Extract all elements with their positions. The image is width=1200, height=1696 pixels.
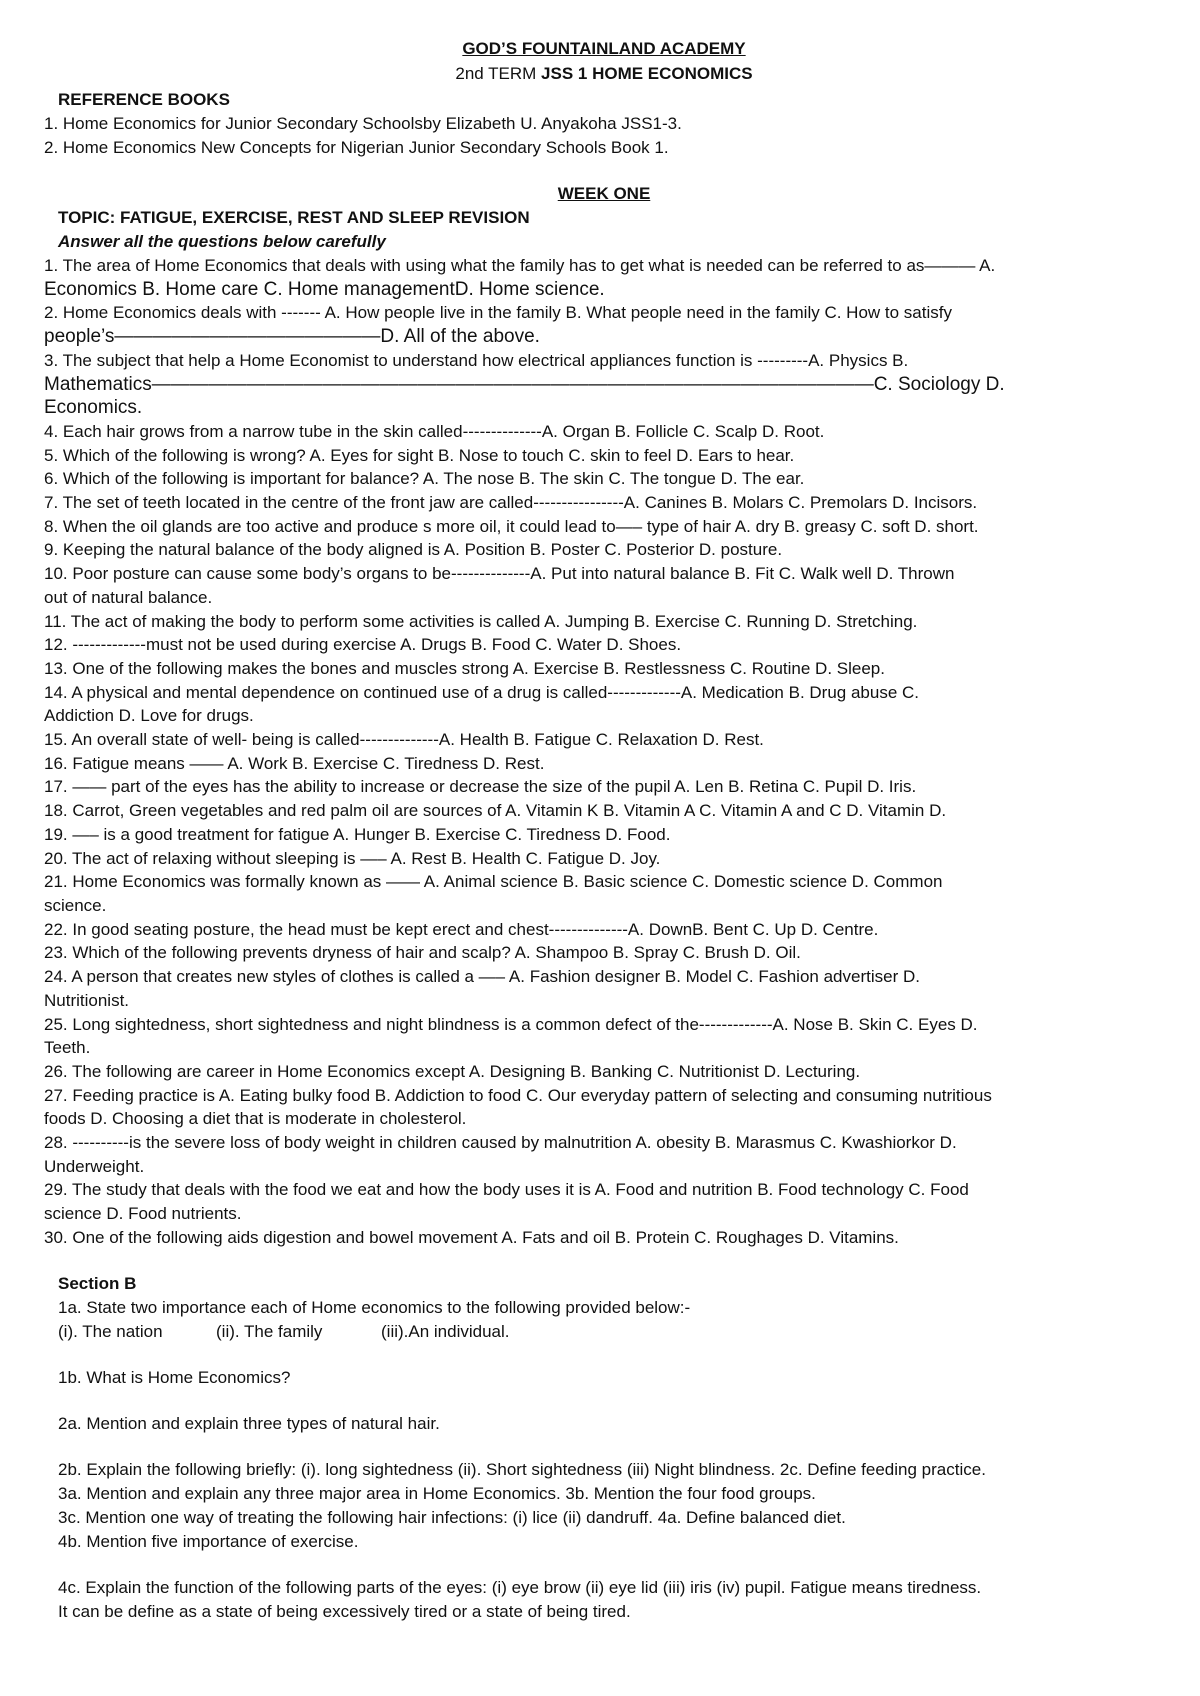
section-b-options xyxy=(58,1320,1164,1344)
question-line: Economics B. Home care C. Home managementD. Home science. xyxy=(44,278,605,300)
question-line: 22. In good seating posture, the head must be kept erect and chest--------------A. DownB. Bent C. Up D. Centre. xyxy=(44,919,879,939)
reference-title: REFERENCE BOOKS xyxy=(58,90,230,109)
question-line: Underweight. xyxy=(44,1156,145,1176)
section-b-question: 1a. State two importance each of Home economics to the following provided below:- xyxy=(58,1297,691,1317)
question-line: 16. Fatigue means —— A. Work B. Exercise C. Tiredness D. Rest. xyxy=(44,753,545,773)
question-line: 26. The following are career in Home Economics except A. Designing B. Banking C. Nutritionist D. Lecturing. xyxy=(44,1061,861,1081)
question-line: foods D. Choosing a diet that is moderate in cholesterol. xyxy=(44,1109,467,1129)
topic-title: TOPIC: FATIGUE, EXERCISE, REST AND SLEEP REVISION xyxy=(58,208,530,227)
section-b-question: 2a. Mention and explain three types of natural hair. xyxy=(58,1413,440,1433)
question-line: Mathematics——————————————————————————————————————C. Sociology D. xyxy=(44,373,1005,395)
option-individual: (iii).An individual. xyxy=(381,1321,510,1341)
question-line: 8. When the oil glands are too active and produce s more oil, it could lead to—– type of hair A. dry B. greasy C. soft D. short. xyxy=(44,516,979,536)
section-b-title: Section B xyxy=(58,1273,137,1293)
question-line: 15. An overall state of well- being is called--------------A. Health B. Fatigue C. Relaxation D. Rest. xyxy=(44,730,764,750)
question-line: 25. Long sightedness, short sightedness and night blindness is a common defect of the-------------A. Nose B. Skin C. Eyes D. xyxy=(44,1014,978,1034)
document-page xyxy=(44,36,1164,1624)
question-line: 20. The act of relaxing without sleeping is —– A. Rest B. Health C. Fatigue D. Joy. xyxy=(44,848,661,868)
question-line: 13. One of the following makes the bones and muscles strong A. Exercise B. Restlessness C. Routine D. Sleep. xyxy=(44,658,885,678)
reference-book: 1. Home Economics for Junior Secondary Schoolsby Elizabeth U. Anyakoha JSS1-3. xyxy=(44,114,682,133)
question-line: 29. The study that deals with the food we eat and how the body uses it is A. Food and nutrition B. Food technology C. Food xyxy=(44,1180,969,1200)
question-line: 10. Poor posture can cause some body’s organs to be--------------A. Put into natural balance B. Fit C. Walk well D. Thrown xyxy=(44,564,955,584)
reference-book: 2. Home Economics New Concepts for Nigerian Junior Secondary Schools Book 1. xyxy=(44,138,669,157)
question-line: 17. —— part of the eyes has the ability to increase or decrease the size of the pupil A. Len B. Retina C. Pupil D. Iris. xyxy=(44,777,917,797)
section-b-question: 3c. Mention one way of treating the following hair infections: (i) lice (ii) dandruff. 4a. Define balanced diet. xyxy=(58,1507,846,1527)
question-line: Nutritionist. xyxy=(44,990,130,1010)
week-title: WEEK ONE xyxy=(557,184,651,203)
section-b-question: 3a. Mention and explain any three major area in Home Economics. 3b. Mention the four food groups. xyxy=(58,1483,816,1503)
question-line: 28. ----------is the severe loss of body weight in children caused by malnutrition A. obesity B. Marasmus C. Kwashiorkor D. xyxy=(44,1133,957,1153)
question-line: 3. The subject that help a Home Economist to understand how electrical appliances function is ---------A. Physics B. xyxy=(44,350,909,370)
option-nation: (i). The nation xyxy=(58,1321,163,1341)
section-b-question: 2b. Explain the following briefly: (i). long sightedness (ii). Short sightedness (iii) Night blindness. 2c. Define feeding practice. xyxy=(58,1459,986,1479)
question-line: science D. Food nutrients. xyxy=(44,1204,242,1224)
class-subject: JSS 1 HOME ECONOMICS xyxy=(541,64,753,83)
option-family: (ii). The family xyxy=(216,1321,323,1341)
question-list xyxy=(44,254,1164,1250)
question-line: Addiction D. Love for drugs. xyxy=(44,706,254,726)
question-line: out of natural balance. xyxy=(44,587,213,607)
question-line: 23. Which of the following prevents dryness of hair and scalp? A. Shampoo B. Spray C. Brush D. Oil. xyxy=(44,943,801,963)
term-subject xyxy=(44,61,1164,86)
section-b-question: 4b. Mention five importance of exercise. xyxy=(58,1531,359,1551)
question-line: 2. Home Economics deals with ------- A. How people live in the family B. What people need in the family C. How to satisfy xyxy=(44,303,952,323)
term-prefix: 2nd TERM xyxy=(455,64,542,83)
question-line: people’s——————————————D. All of the above. xyxy=(44,326,540,348)
question-line: 1. The area of Home Economics that deals with using what the family has to get what is needed can be referred to as——— A. xyxy=(44,256,996,275)
header xyxy=(44,36,1164,86)
question-line: 4. Each hair grows from a narrow tube in the skin called--------------A. Organ B. Follicle C. Scalp D. Root. xyxy=(44,421,825,441)
question-line: 11. The act of making the body to perform some activities is called A. Jumping B. Exercise C. Running D. Stretching. xyxy=(44,611,918,631)
instruction: Answer all the questions below carefully xyxy=(58,232,386,251)
question-line: 18. Carrot, Green vegetables and red palm oil are sources of A. Vitamin K B. Vitamin A C. Vitamin A and C D. Vitamin D. xyxy=(44,801,947,821)
school-name: GOD’S FOUNTAINLAND ACADEMY xyxy=(462,39,746,58)
question-line: 27. Feeding practice is A. Eating bulky food B. Addiction to food C. Our everyday pattern of selecting and consuming nutritious xyxy=(44,1085,992,1105)
question-line: Economics. xyxy=(44,397,143,419)
section-b-question: It can be define as a state of being excessively tired or a state of being tired. xyxy=(58,1601,631,1621)
question-line: 19. —– is a good treatment for fatigue A. Hunger B. Exercise C. Tiredness D. Food. xyxy=(44,824,671,844)
question-line: 30. One of the following aids digestion and bowel movement A. Fats and oil B. Protein C. Roughages D. Vitamins. xyxy=(44,1227,899,1247)
question-line: 12. -------------must not be used during exercise A. Drugs B. Food C. Water D. Shoes. xyxy=(44,635,682,655)
question-line: science. xyxy=(44,895,107,915)
question-line: 21. Home Economics was formally known as —— A. Animal science B. Basic science C. Domestic science D. Common xyxy=(44,872,943,892)
question-line: 24. A person that creates new styles of clothes is called a —– A. Fashion designer B. Model C. Fashion advertiser D. xyxy=(44,967,920,987)
question-line: 7. The set of teeth located in the centre of the front jaw are called----------------A. Canines B. Molars C. Premolars D. Incisors. xyxy=(44,493,978,513)
question-line: Teeth. xyxy=(44,1038,91,1058)
section-b-question: 1b. What is Home Economics? xyxy=(58,1367,291,1387)
question-line: 9. Keeping the natural balance of the body aligned is A. Position B. Poster C. Posterior D. posture. xyxy=(44,540,783,560)
section-b-question: 4c. Explain the function of the following parts of the eyes: (i) eye brow (ii) eye lid (iii) iris (iv) pupil. Fatigue means tiredness. xyxy=(58,1577,982,1597)
question-line: 14. A physical and mental dependence on continued use of a drug is called-------------A. Medication B. Drug abuse C. xyxy=(44,682,920,702)
question-line: 6. Which of the following is important for balance? A. The nose B. The skin C. The tongue D. The ear. xyxy=(44,469,805,489)
question-line: 5. Which of the following is wrong? A. Eyes for sight B. Nose to touch C. skin to feel D. Ears to hear. xyxy=(44,445,795,465)
